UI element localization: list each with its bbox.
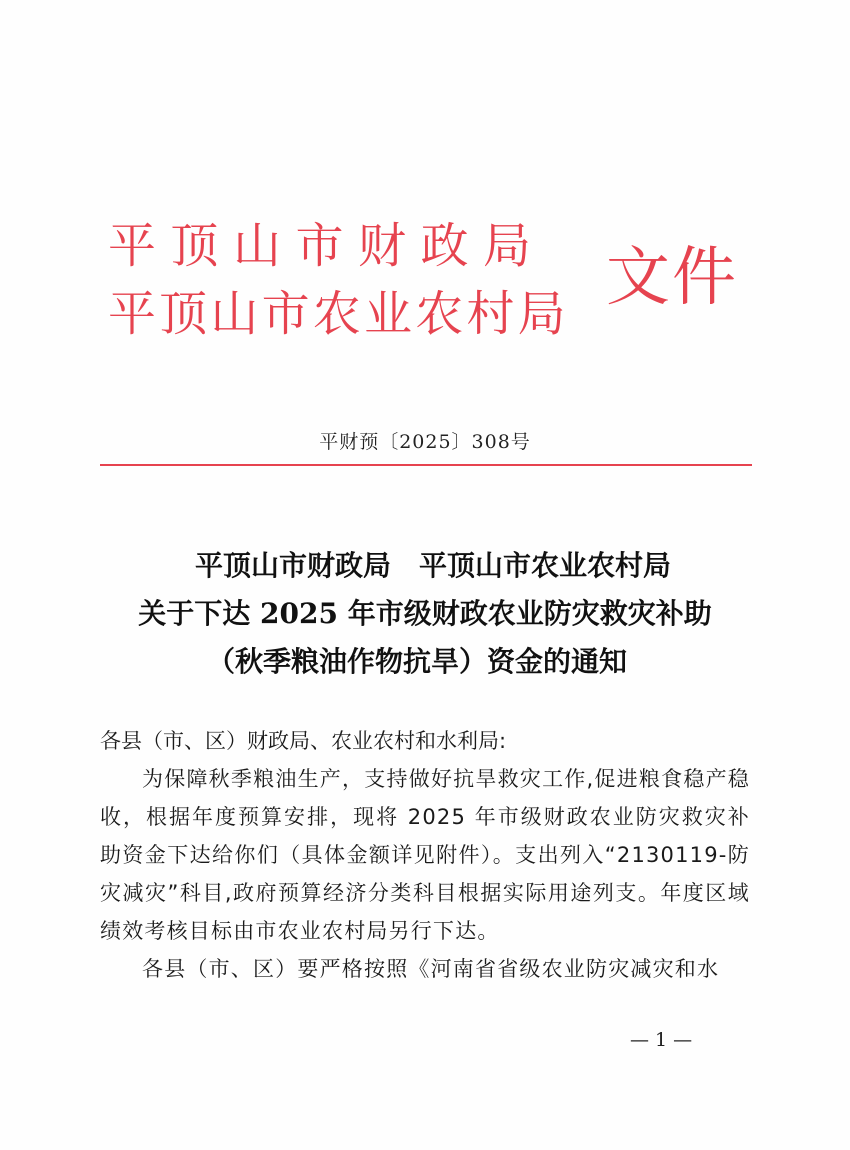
document-label: 文件: [606, 241, 738, 315]
issuer-finance-bureau: 平顶山市财政局: [108, 218, 546, 274]
title-line-2: 关于下达 2025 年市级财政农业防灾救灾补助: [138, 597, 712, 630]
title-line-1: 平顶山市财政局 平顶山市农业农村局: [194, 549, 671, 582]
body-paragraph-2: 各县（市、区）要严格按照《河南省省级农业防灾减灾和水: [142, 957, 720, 981]
title-line-3: （秋季粮油作物抗旱）资金的通知: [206, 645, 627, 678]
header-divider: [100, 464, 752, 466]
document-number: 平财预〔2025〕308号: [319, 431, 531, 453]
body-paragraph-1: 为保障秋季粮油生产，支持做好抗旱救灾工作,促进粮食稳产稳收，根据年度预算安排，现将 2025 年市级财政农业防灾救灾补助资金下达给你们（具体金额详见附件）。支出列入“2130119-防灾减灾”科目,政府预算经济分类科目根据实际用途列支。年度区域绩效考核目标由市农业农村局另行下达。: [100, 767, 750, 943]
salutation: 各县（市、区）财政局、农业农村和水利局:: [100, 729, 507, 753]
page-number: — 1 —: [630, 1029, 693, 1051]
issuer-agriculture-bureau: 平顶山市农业农村局: [108, 286, 569, 342]
